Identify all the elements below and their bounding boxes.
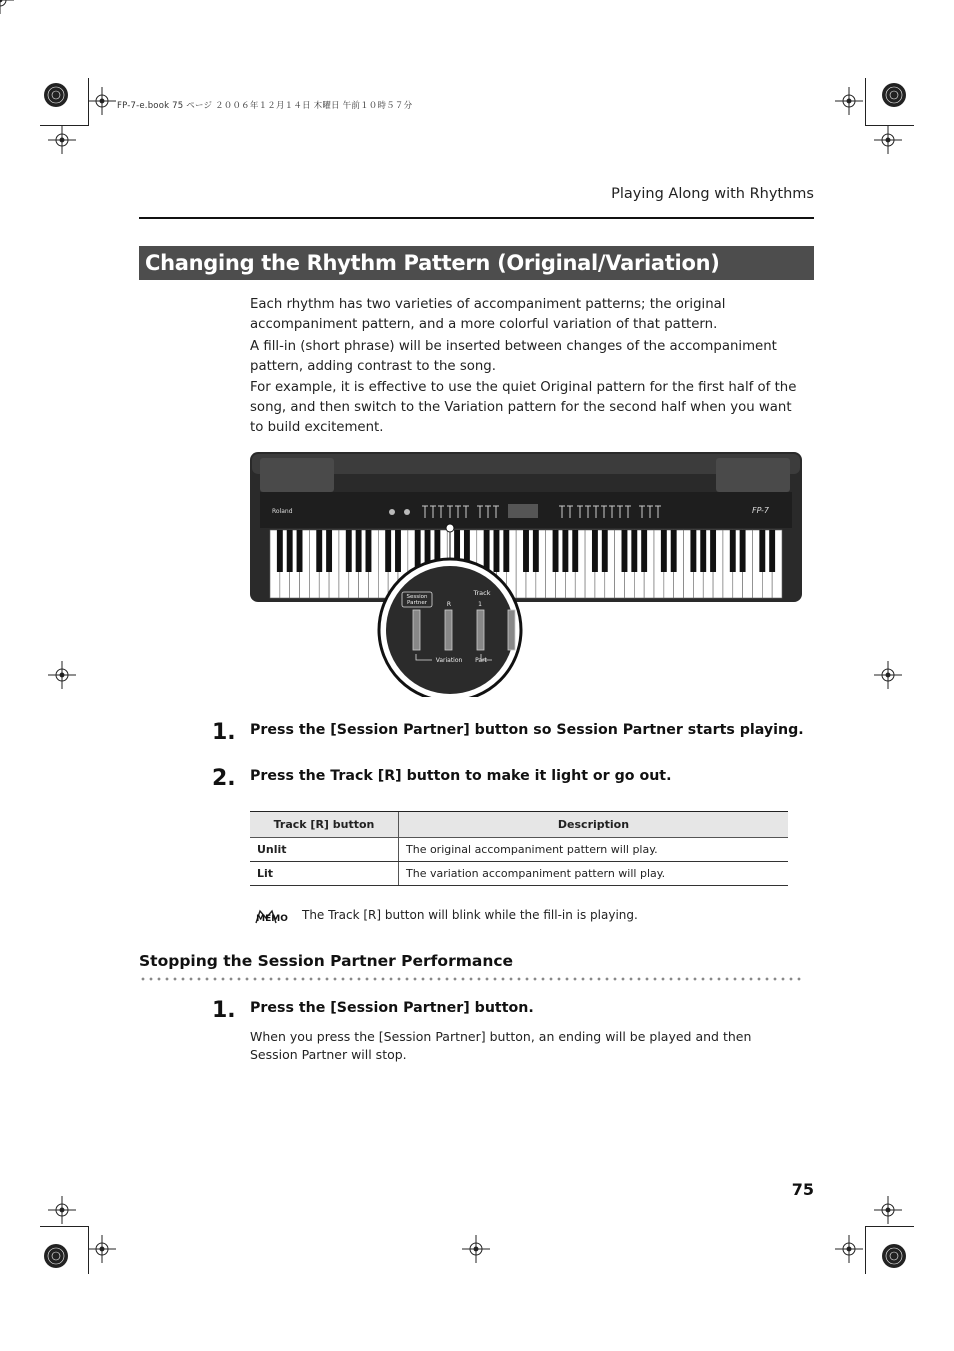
brand-label: Roland (272, 508, 293, 515)
variation-label: Variation (435, 657, 463, 664)
black-key (553, 530, 559, 572)
memo-icon (254, 908, 290, 926)
session-label-2: Partner (407, 600, 427, 606)
model-label: FP-7 (752, 506, 769, 515)
black-key (494, 530, 500, 572)
black-key (730, 530, 736, 572)
stop-paragraph: When you press the [Session Partner] button, an ending will be played and then Session Partner will stop. (250, 1029, 752, 1062)
table-cell: The variation accompaniment pattern will play. (399, 862, 789, 886)
step-text: Press the [Session Partner] button. (250, 1000, 534, 1016)
memo-badge-text: MEMO (256, 914, 288, 924)
memo-text: The Track [R] button will blink while the fill-in is playing. (302, 908, 638, 922)
step-number: 2. (212, 766, 236, 791)
r-label: R (446, 601, 452, 608)
dotted-divider (139, 976, 804, 982)
table-cell: Lit (250, 862, 399, 886)
table-cell: Unlit (250, 838, 399, 862)
track-button-table (250, 811, 788, 886)
black-key (641, 530, 647, 572)
black-key (562, 530, 568, 572)
black-key (602, 530, 608, 572)
black-key (523, 530, 529, 572)
step-number: 1. (212, 720, 236, 745)
one-label: 1 (478, 601, 482, 608)
black-key (769, 530, 775, 572)
black-key (484, 530, 490, 572)
black-key (287, 530, 293, 572)
piano-illustration (250, 452, 802, 697)
black-key (622, 530, 628, 572)
black-key (366, 530, 372, 572)
table-cell: The original accompaniment pattern will play. (399, 838, 789, 862)
header-rule (139, 217, 814, 219)
black-key (503, 530, 509, 572)
black-key (533, 530, 539, 572)
black-key (690, 530, 696, 572)
black-key (297, 530, 303, 572)
page-number: 75 (791, 1180, 814, 1199)
table-row (250, 838, 788, 862)
black-key (277, 530, 283, 572)
step-number: 1. (212, 998, 236, 1023)
table-row (250, 862, 788, 886)
black-key (740, 530, 746, 572)
black-key (710, 530, 716, 572)
black-key (326, 530, 332, 572)
black-key (356, 530, 362, 572)
black-key (700, 530, 706, 572)
table-header: Track [R] button (250, 812, 399, 838)
intro-paragraph-2: A fill-in (short phrase) will be inserted between changes of the accompaniment pattern, adding contrast to the song. (250, 339, 777, 374)
table-header: Description (399, 812, 789, 838)
table-header-row (250, 812, 788, 838)
track-label: Track (473, 589, 491, 597)
part-label: Part (475, 657, 487, 664)
black-key (671, 530, 677, 572)
black-key (395, 530, 401, 572)
black-key (316, 530, 322, 572)
intro-paragraph-1: Each rhythm has two varieties of accompaniment patterns; the original accompaniment pattern, and a more colorful variation of that pattern. (250, 297, 726, 332)
section-title: Changing the Rhythm Pattern (Original/Variation) (139, 246, 814, 280)
black-key (759, 530, 765, 572)
black-key (592, 530, 598, 572)
intro-paragraph-3: For example, it is effective to use the quiet Original pattern for the first half of the song, and then switch to the Variation pattern for the second half when you want to build excitement. (250, 380, 797, 435)
black-key (572, 530, 578, 572)
black-key (346, 530, 352, 572)
session-label-1: Session (406, 594, 428, 600)
print-info: FP-7-e.book 75 ページ ２００６年１２月１４日 木曜日 午前１０時５７分 (117, 101, 413, 111)
step-text: Press the Track [R] button to make it light or go out. (250, 768, 672, 784)
step-text: Press the [Session Partner] button so Session Partner starts playing. (250, 722, 804, 738)
black-key (631, 530, 637, 572)
black-key (661, 530, 667, 572)
black-key (385, 530, 391, 572)
subsection-title: Stopping the Session Partner Performance (139, 952, 514, 970)
running-head: Playing Along with Rhythms (611, 186, 814, 202)
